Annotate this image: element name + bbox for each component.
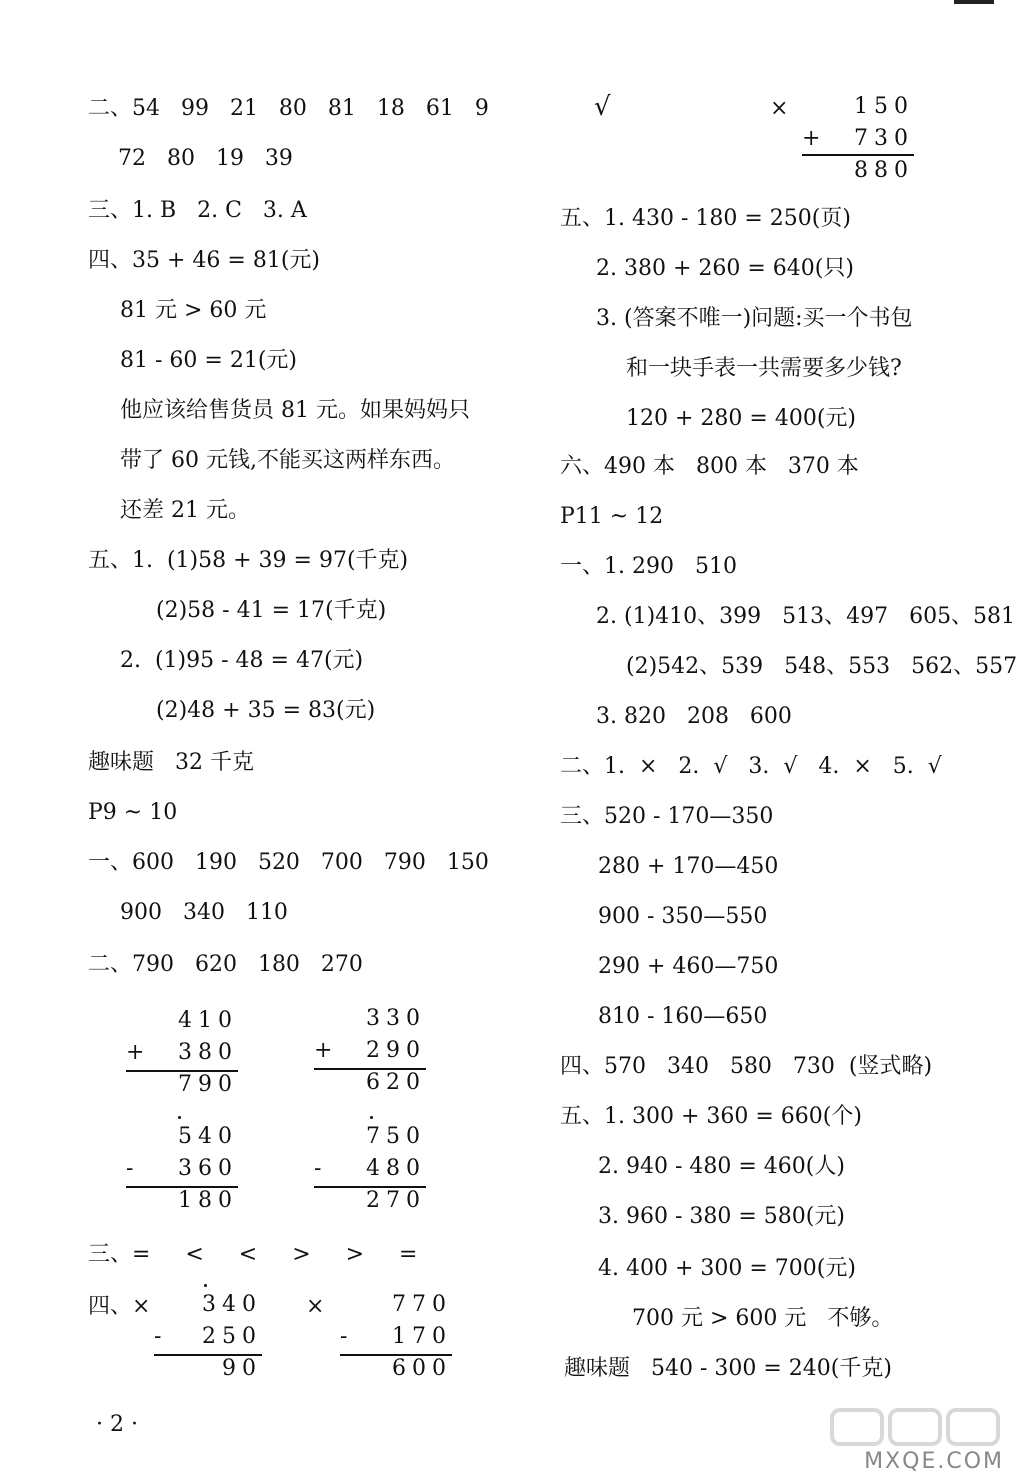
left-line-4: 四、35 + 46 = 81(元) (88, 248, 320, 273)
right-line-10: (2)542、539 548、553 562、557 (626, 654, 1018, 679)
v1-top: 410 (178, 1008, 238, 1033)
v2-top: 330 (366, 1006, 426, 1031)
left-line-19: 三、= < < > > = (88, 1242, 418, 1267)
right-line-11: 3. 820 208 600 (596, 704, 792, 729)
left-line-6: 81 - 60 = 21(元) (120, 348, 297, 373)
v3-top: 540 (178, 1124, 238, 1149)
right-line-19: 五、1. 300 + 360 = 660(个) (560, 1104, 862, 1129)
right-cross-mark: × (770, 96, 789, 121)
left-line-2: 72 80 19 39 (118, 146, 293, 171)
right-line-12: 二、1. × 2. √ 3. √ 4. × 5. √ (560, 754, 942, 779)
v4-op: - (314, 1156, 328, 1181)
left-line-12: 2. (1)95 - 48 = 47(元) (120, 648, 364, 673)
left-line-7: 他应该给售货员 81 元。如果妈妈只 (120, 398, 470, 423)
right-line-13: 三、520 - 170—350 (560, 804, 774, 829)
v4-second: 480 (366, 1156, 426, 1181)
carry-dot (204, 1284, 207, 1287)
left-line-17: 900 340 110 (120, 900, 288, 925)
right-line-6: 六、490 本 800 本 370 本 (560, 454, 859, 479)
v5-result: 90 (222, 1356, 262, 1381)
v6-result: 600 (392, 1356, 452, 1381)
left-line-18: 二、790 620 180 270 (88, 952, 363, 977)
top-edge-mark (954, 0, 994, 4)
right-line-7: P11 ~ 12 (560, 504, 664, 529)
left-line-14: 趣味题 32 千克 (88, 750, 254, 775)
v1-second: 380 (178, 1040, 238, 1065)
left-line-3: 三、1. B 2. C 3. A (88, 198, 307, 223)
right-line-18: 四、570 340 580 730 (竖式略) (560, 1054, 933, 1079)
vertical-calc-5 (154, 1290, 262, 1386)
right-line-15: 900 - 350—550 (598, 904, 768, 929)
right-line-1: 五、1. 430 - 180 = 250(页) (560, 206, 851, 231)
left-line-13: (2)48 + 35 = 83(元) (156, 698, 376, 723)
vertical-calc-3 (126, 1122, 238, 1218)
vertical-calc-top (802, 92, 914, 188)
vtop-result: 880 (854, 158, 914, 183)
right-line-16: 290 + 460—750 (598, 954, 779, 979)
v6-second: 170 (392, 1324, 452, 1349)
vertical-calc-4 (314, 1122, 426, 1218)
v6-op: - (340, 1324, 354, 1349)
v4-result: 270 (366, 1188, 426, 1213)
right-line-17: 810 - 160—650 (598, 1004, 768, 1029)
left-line-10: 五、1. (1)58 + 39 = 97(千克) (88, 548, 409, 573)
v3-op: - (126, 1156, 140, 1181)
v5-op: - (154, 1324, 168, 1349)
v3-second: 360 (178, 1156, 238, 1181)
right-line-20: 2. 940 - 480 = 460(人) (598, 1154, 845, 1179)
right-line-4: 和一块手表一共需要多少钱? (626, 356, 902, 381)
watermark-text: MXQE.COM (864, 1449, 1004, 1474)
v3-result: 180 (178, 1188, 238, 1213)
v5-second: 250 (202, 1324, 262, 1349)
v4-top: 750 (366, 1124, 426, 1149)
right-line-2: 2. 380 + 260 = 640(只) (596, 256, 854, 281)
right-line-21: 3. 960 - 380 = 580(元) (598, 1204, 845, 1229)
right-line-8: 一、1. 290 510 (560, 554, 737, 579)
v1-result: 790 (178, 1072, 238, 1097)
left-line-9: 还差 21 元。 (120, 498, 250, 523)
v2-result: 620 (366, 1070, 426, 1095)
vtop-op: + (802, 126, 827, 151)
carry-dot (178, 1116, 181, 1119)
v6-top: 770 (392, 1292, 452, 1317)
vertical-calc-2 (314, 1004, 426, 1100)
left-line-15: P9 ~ 10 (88, 800, 178, 825)
right-line-5: 120 + 280 = 400(元) (626, 406, 856, 431)
page-number: · 2 · (96, 1412, 138, 1437)
right-line-23: 700 元 > 600 元 不够。 (632, 1306, 894, 1331)
vertical-calc-1 (126, 1006, 238, 1102)
left-line-16: 一、600 190 520 700 790 150 (88, 850, 489, 875)
right-line-9: 2. (1)410、399 513、497 605、581 (596, 604, 1016, 629)
right-line-22: 4. 400 + 300 = 700(元) (598, 1256, 856, 1281)
right-check-mark: √ (594, 92, 611, 122)
left-line-8: 带了 60 元钱,不能买这两样东西。 (120, 448, 455, 473)
right-line-24: 趣味题 540 - 300 = 240(千克) (564, 1356, 892, 1381)
left-line-20-mid: × (306, 1294, 325, 1319)
vtop-second: 730 (854, 126, 914, 151)
v2-op: + (314, 1038, 339, 1063)
v5-top: 340 (202, 1292, 262, 1317)
left-line-1: 二、54 99 21 80 81 18 61 9 (88, 96, 489, 121)
vertical-calc-6 (340, 1290, 452, 1386)
vtop-top: 150 (854, 94, 914, 119)
v1-op: + (126, 1040, 151, 1065)
right-line-3: 3. (答案不唯一)问题:买一个书包 (596, 306, 913, 331)
left-line-20-prefix: 四、× (88, 1294, 151, 1319)
right-line-14: 280 + 170—450 (598, 854, 779, 879)
carry-dot (370, 1116, 373, 1119)
left-line-5: 81 元 > 60 元 (120, 298, 267, 323)
v2-second: 290 (366, 1038, 426, 1063)
left-line-11: (2)58 - 41 = 17(千克) (156, 598, 387, 623)
